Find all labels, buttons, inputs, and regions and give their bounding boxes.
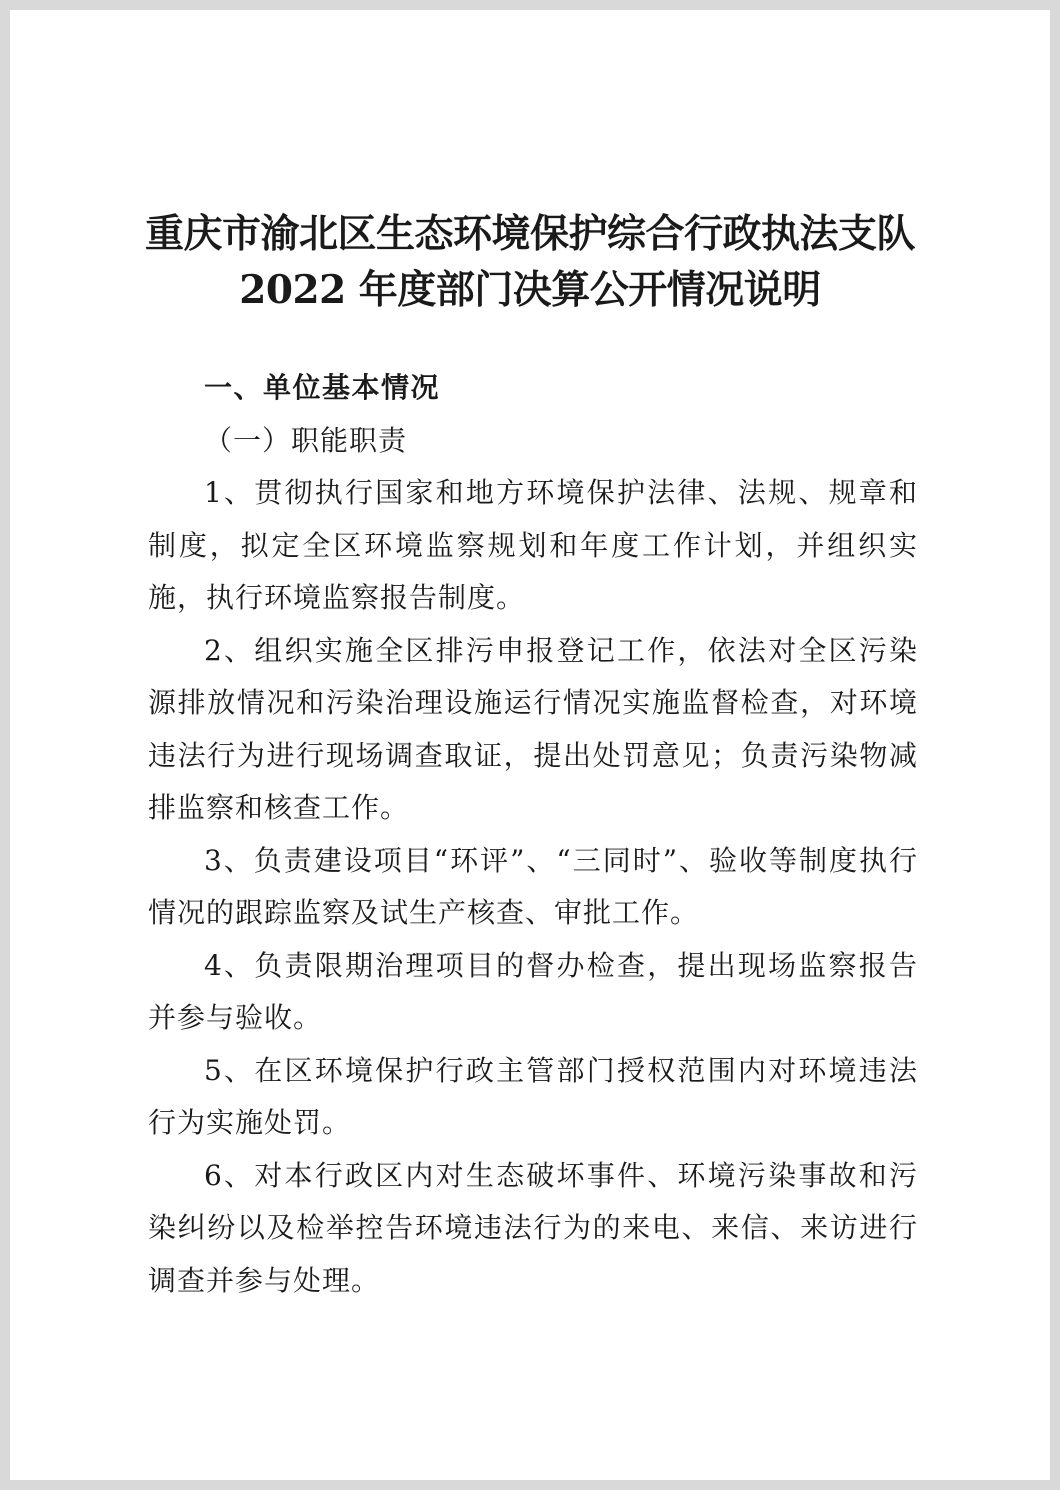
section-heading: 一、单位基本情况 [204, 371, 441, 404]
paragraph-5: 5、在区环境保护行政主管部门授权范围内对环境违法行为实施处罚。 [148, 1053, 918, 1139]
paragraph-4: 4、负责限期治理项目的督办检查，提出现场监察报告并参与验收。 [148, 948, 918, 1034]
document-page [10, 10, 1050, 1480]
paragraph-3: 3、负责建设项目“环评”、“三同时”、验收等制度执行情况的跟踪监察及试生产核查、审批工作。 [148, 843, 918, 929]
paragraph-6: 6、对本行政区内对生态破坏事件、环境污染事故和污染纠纷以及检举控告环境违法行为的来电、来信、来访进行调查并参与处理。 [148, 1158, 918, 1297]
paragraph-2: 2、组织实施全区排污申报登记工作，依法对全区污染源排放情况和污染治理设施运行情况实施监督检查，对环境违法行为进行现场调查取证，提出处罚意见；负责污染物减排监察和核查工作。 [148, 633, 918, 824]
document-title [10, 206, 1050, 318]
subsection-heading: （一）职能职责 [204, 423, 408, 457]
document-body [148, 362, 918, 1307]
paragraph-1: 1、贯彻执行国家和地方环境保护法律、法规、规章和制度，拟定全区环境监察规划和年度工作计划，并组织实施，执行环境监察报告制度。 [148, 476, 918, 614]
title-line-1: 重庆市渝北区生态环境保护综合行政执法支队 [144, 211, 915, 257]
title-line-2: 2022 年度部门决算公开情况说明 [239, 267, 821, 313]
